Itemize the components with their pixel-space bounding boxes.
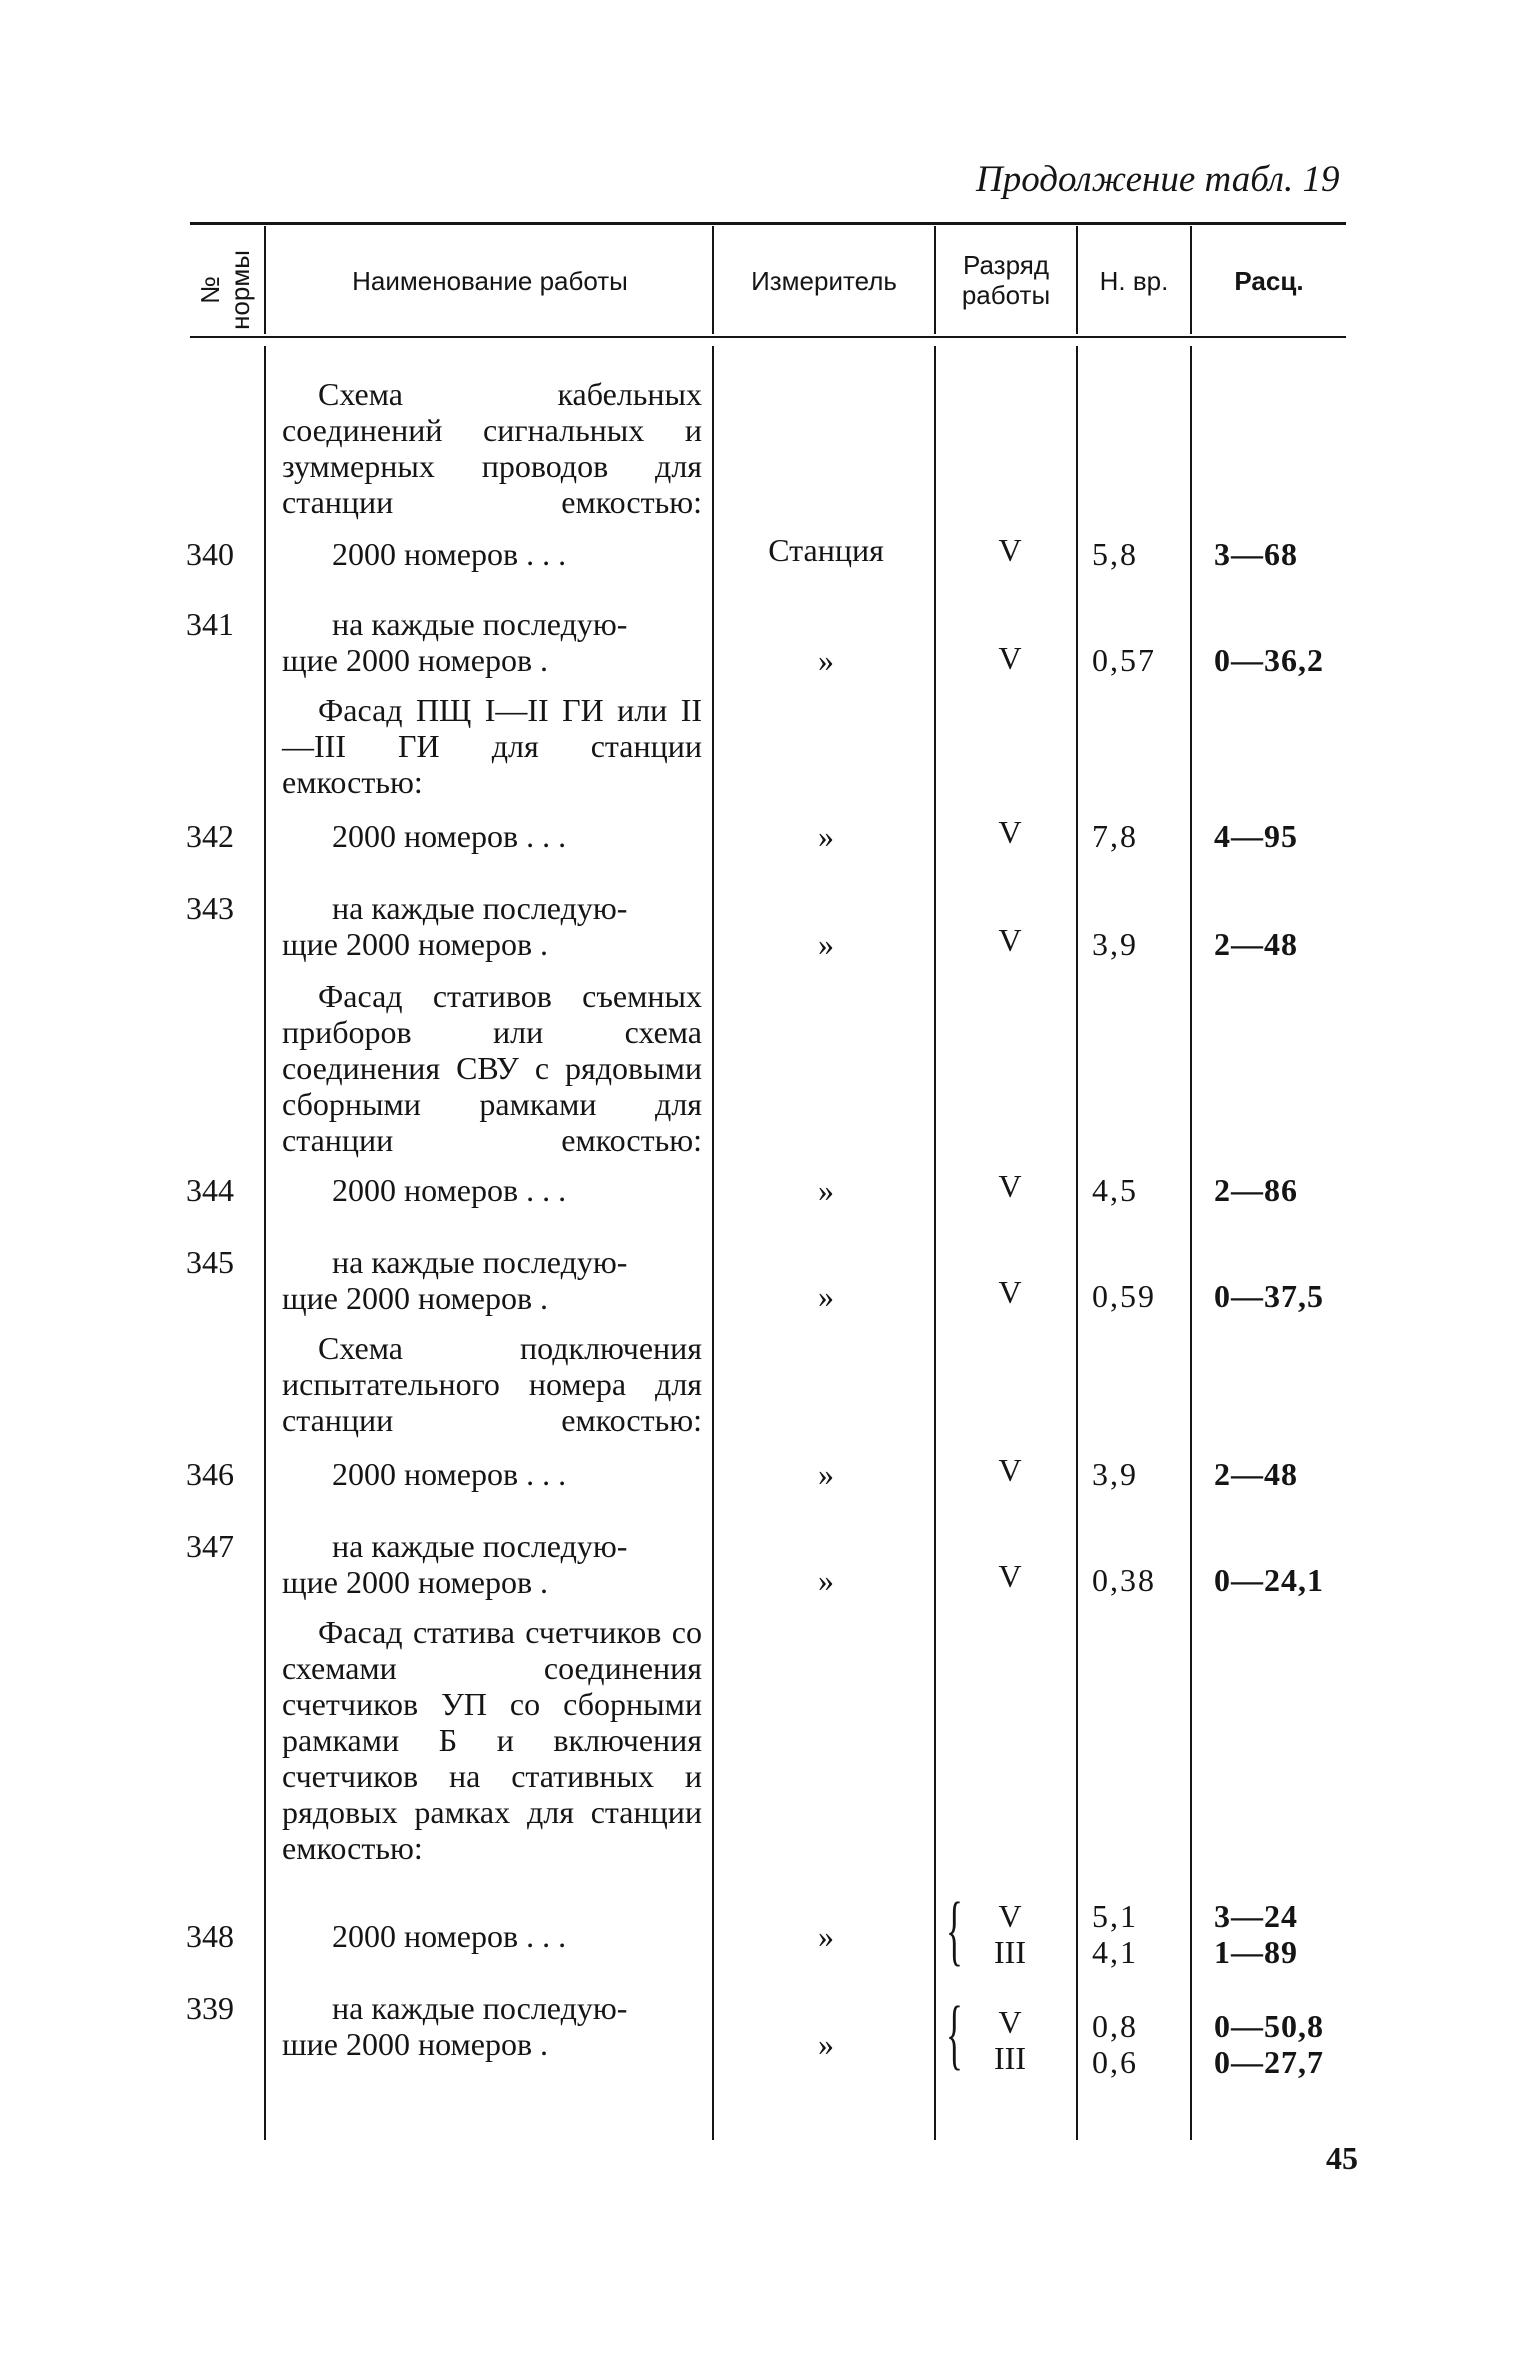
- norm-number: 345: [186, 1244, 234, 1280]
- section-heading: Фасад ПЩ I—II ГИ или II—III ГИ для станции емкостью:: [282, 692, 702, 800]
- section-heading: Фасад статива счетчиков со схемами соединения счетчиков УП со сборными рамками Б и включения счетчиков на стативных и рядовых рамках для станции емкостью:: [282, 1614, 702, 1866]
- grade-cell: V: [998, 1898, 1022, 1934]
- time-cell: 0,57: [1092, 642, 1156, 678]
- header-norm-number: № нормы: [195, 250, 255, 330]
- norm-number: 339: [186, 1990, 234, 2026]
- work-item: [282, 1528, 702, 1600]
- time-cell: 4,1: [1092, 1934, 1138, 1970]
- work-item: [282, 818, 702, 854]
- grade-cell: V: [998, 1274, 1022, 1310]
- grade-cell: III: [994, 2040, 1026, 2076]
- grade-cell: V: [998, 1452, 1022, 1488]
- time-cell: 7,8: [1092, 818, 1138, 854]
- norm-number: 342: [186, 818, 234, 854]
- work-item-text: 2000 номеров . . .: [332, 1918, 567, 1954]
- work-item-text: 2000 номеров . . .: [332, 536, 567, 572]
- norm-number: 343: [186, 890, 234, 926]
- table-continuation-caption: Продолжение табл. 19: [976, 159, 1340, 200]
- norm-number: 347: [186, 1528, 234, 1564]
- table-top-rule: [190, 222, 1346, 225]
- measure-cell: »: [818, 2026, 834, 2062]
- work-item: [282, 1456, 702, 1492]
- measure-cell: »: [818, 1562, 834, 1598]
- work-item-text: на каждые последую-: [332, 1244, 628, 1280]
- work-item: [282, 536, 702, 572]
- time-cell: 0,38: [1092, 1562, 1156, 1598]
- work-item: [282, 1990, 702, 2062]
- work-item-text: щие 2000 номеров .: [282, 1564, 549, 1600]
- header-separator: [1076, 226, 1078, 334]
- work-item-text: на каждые последую-: [332, 606, 628, 642]
- column-separator: [1190, 346, 1192, 2140]
- work-item-text: шие 2000 номеров .: [282, 2026, 549, 2062]
- time-cell: 3,9: [1092, 1456, 1138, 1492]
- rate-cell: 0—37,5: [1214, 1278, 1324, 1314]
- section-heading: Схема подключения испытательного номера для станции емкостью:: [282, 1330, 702, 1438]
- norm-number: 344: [186, 1172, 234, 1208]
- rate-cell: 0—27,7: [1214, 2044, 1324, 2080]
- grade-cell: V: [998, 922, 1022, 958]
- work-item-text: 2000 номеров . . .: [332, 1172, 567, 1208]
- time-cell: 5,8: [1092, 536, 1138, 572]
- grade-cell: V: [998, 640, 1022, 676]
- norm-number: 346: [186, 1456, 234, 1492]
- column-separator: [1076, 346, 1078, 2140]
- work-item-text: на каждые последую-: [332, 890, 628, 926]
- header-separator: [1190, 226, 1192, 334]
- header-rate: Расц.: [1234, 266, 1304, 296]
- header-time: Н. вр.: [1099, 266, 1169, 296]
- header-work-name: Наименование работы: [352, 266, 628, 296]
- time-cell: 0,59: [1092, 1278, 1156, 1314]
- grade-cell: V: [998, 1168, 1022, 1204]
- time-cell: 5,1: [1092, 1898, 1138, 1934]
- time-cell: 4,5: [1092, 1172, 1138, 1208]
- work-item: [282, 1172, 702, 1208]
- header-measure: Измеритель: [751, 266, 897, 296]
- grade-brace: {: [946, 1886, 963, 1973]
- work-item-text: 2000 номеров . . .: [332, 1456, 567, 1492]
- grade-cell: V: [998, 1558, 1022, 1594]
- rate-cell: 0—36,2: [1214, 642, 1324, 678]
- work-item-text: на каждые последую-: [332, 1528, 628, 1564]
- work-item-text: щие 2000 номеров .: [282, 642, 549, 678]
- measure-cell: »: [818, 1918, 834, 1954]
- rate-cell: 0—24,1: [1214, 1562, 1324, 1598]
- measure-cell: Станция: [768, 532, 884, 568]
- rate-cell: 3—24: [1214, 1898, 1298, 1934]
- measure-cell: »: [818, 926, 834, 962]
- header-separator: [712, 226, 714, 334]
- rate-cell: 2—86: [1214, 1172, 1298, 1208]
- norm-number: 340: [186, 536, 234, 572]
- section-heading: Фасад стативов съемных приборов или схема соединения СВУ с рядовыми сборными рамками для станции емкостью:: [282, 978, 702, 1158]
- measure-cell: »: [818, 1456, 834, 1492]
- work-item-text: щие 2000 номеров .: [282, 926, 549, 962]
- grade-brace: {: [946, 1990, 963, 2077]
- header-separator: [934, 226, 936, 334]
- section-heading: Схема кабельных соединений сигнальных и зуммерных проводов для станции емкостью:: [282, 376, 702, 520]
- norm-number: 341: [186, 606, 234, 642]
- rate-cell: 3—68: [1214, 536, 1298, 572]
- work-item-text: 2000 номеров . . .: [332, 818, 567, 854]
- column-separator: [264, 346, 266, 2140]
- work-item: [282, 1244, 702, 1316]
- work-item-text: на каждые последую-: [332, 1990, 628, 2026]
- work-item-text: щие 2000 номеров .: [282, 1280, 549, 1316]
- header-grade: Разряд работы: [961, 250, 1051, 310]
- norm-number: 348: [186, 1918, 234, 1954]
- work-item: [282, 890, 702, 962]
- column-separator: [712, 346, 714, 2140]
- rate-cell: 2—48: [1214, 1456, 1298, 1492]
- measure-cell: »: [818, 1172, 834, 1208]
- rate-cell: 0—50,8: [1214, 2008, 1324, 2044]
- rate-cell: 2—48: [1214, 926, 1298, 962]
- grade-cell: V: [998, 2004, 1022, 2040]
- measure-cell: »: [818, 1278, 834, 1314]
- work-item: [282, 606, 702, 678]
- measure-cell: »: [818, 642, 834, 678]
- column-separator: [934, 346, 936, 2140]
- measure-cell: »: [818, 818, 834, 854]
- work-item: [282, 1918, 702, 1954]
- time-cell: 3,9: [1092, 926, 1138, 962]
- time-cell: 0,8: [1092, 2008, 1138, 2044]
- header-bottom-rule: [190, 336, 1346, 338]
- time-cell: 0,6: [1092, 2044, 1138, 2080]
- rate-cell: 4—95: [1214, 818, 1298, 854]
- grade-cell: III: [994, 1934, 1026, 1970]
- grade-cell: V: [998, 532, 1022, 568]
- page-number: 45: [1326, 2140, 1358, 2176]
- rate-cell: 1—89: [1214, 1934, 1298, 1970]
- grade-cell: V: [998, 814, 1022, 850]
